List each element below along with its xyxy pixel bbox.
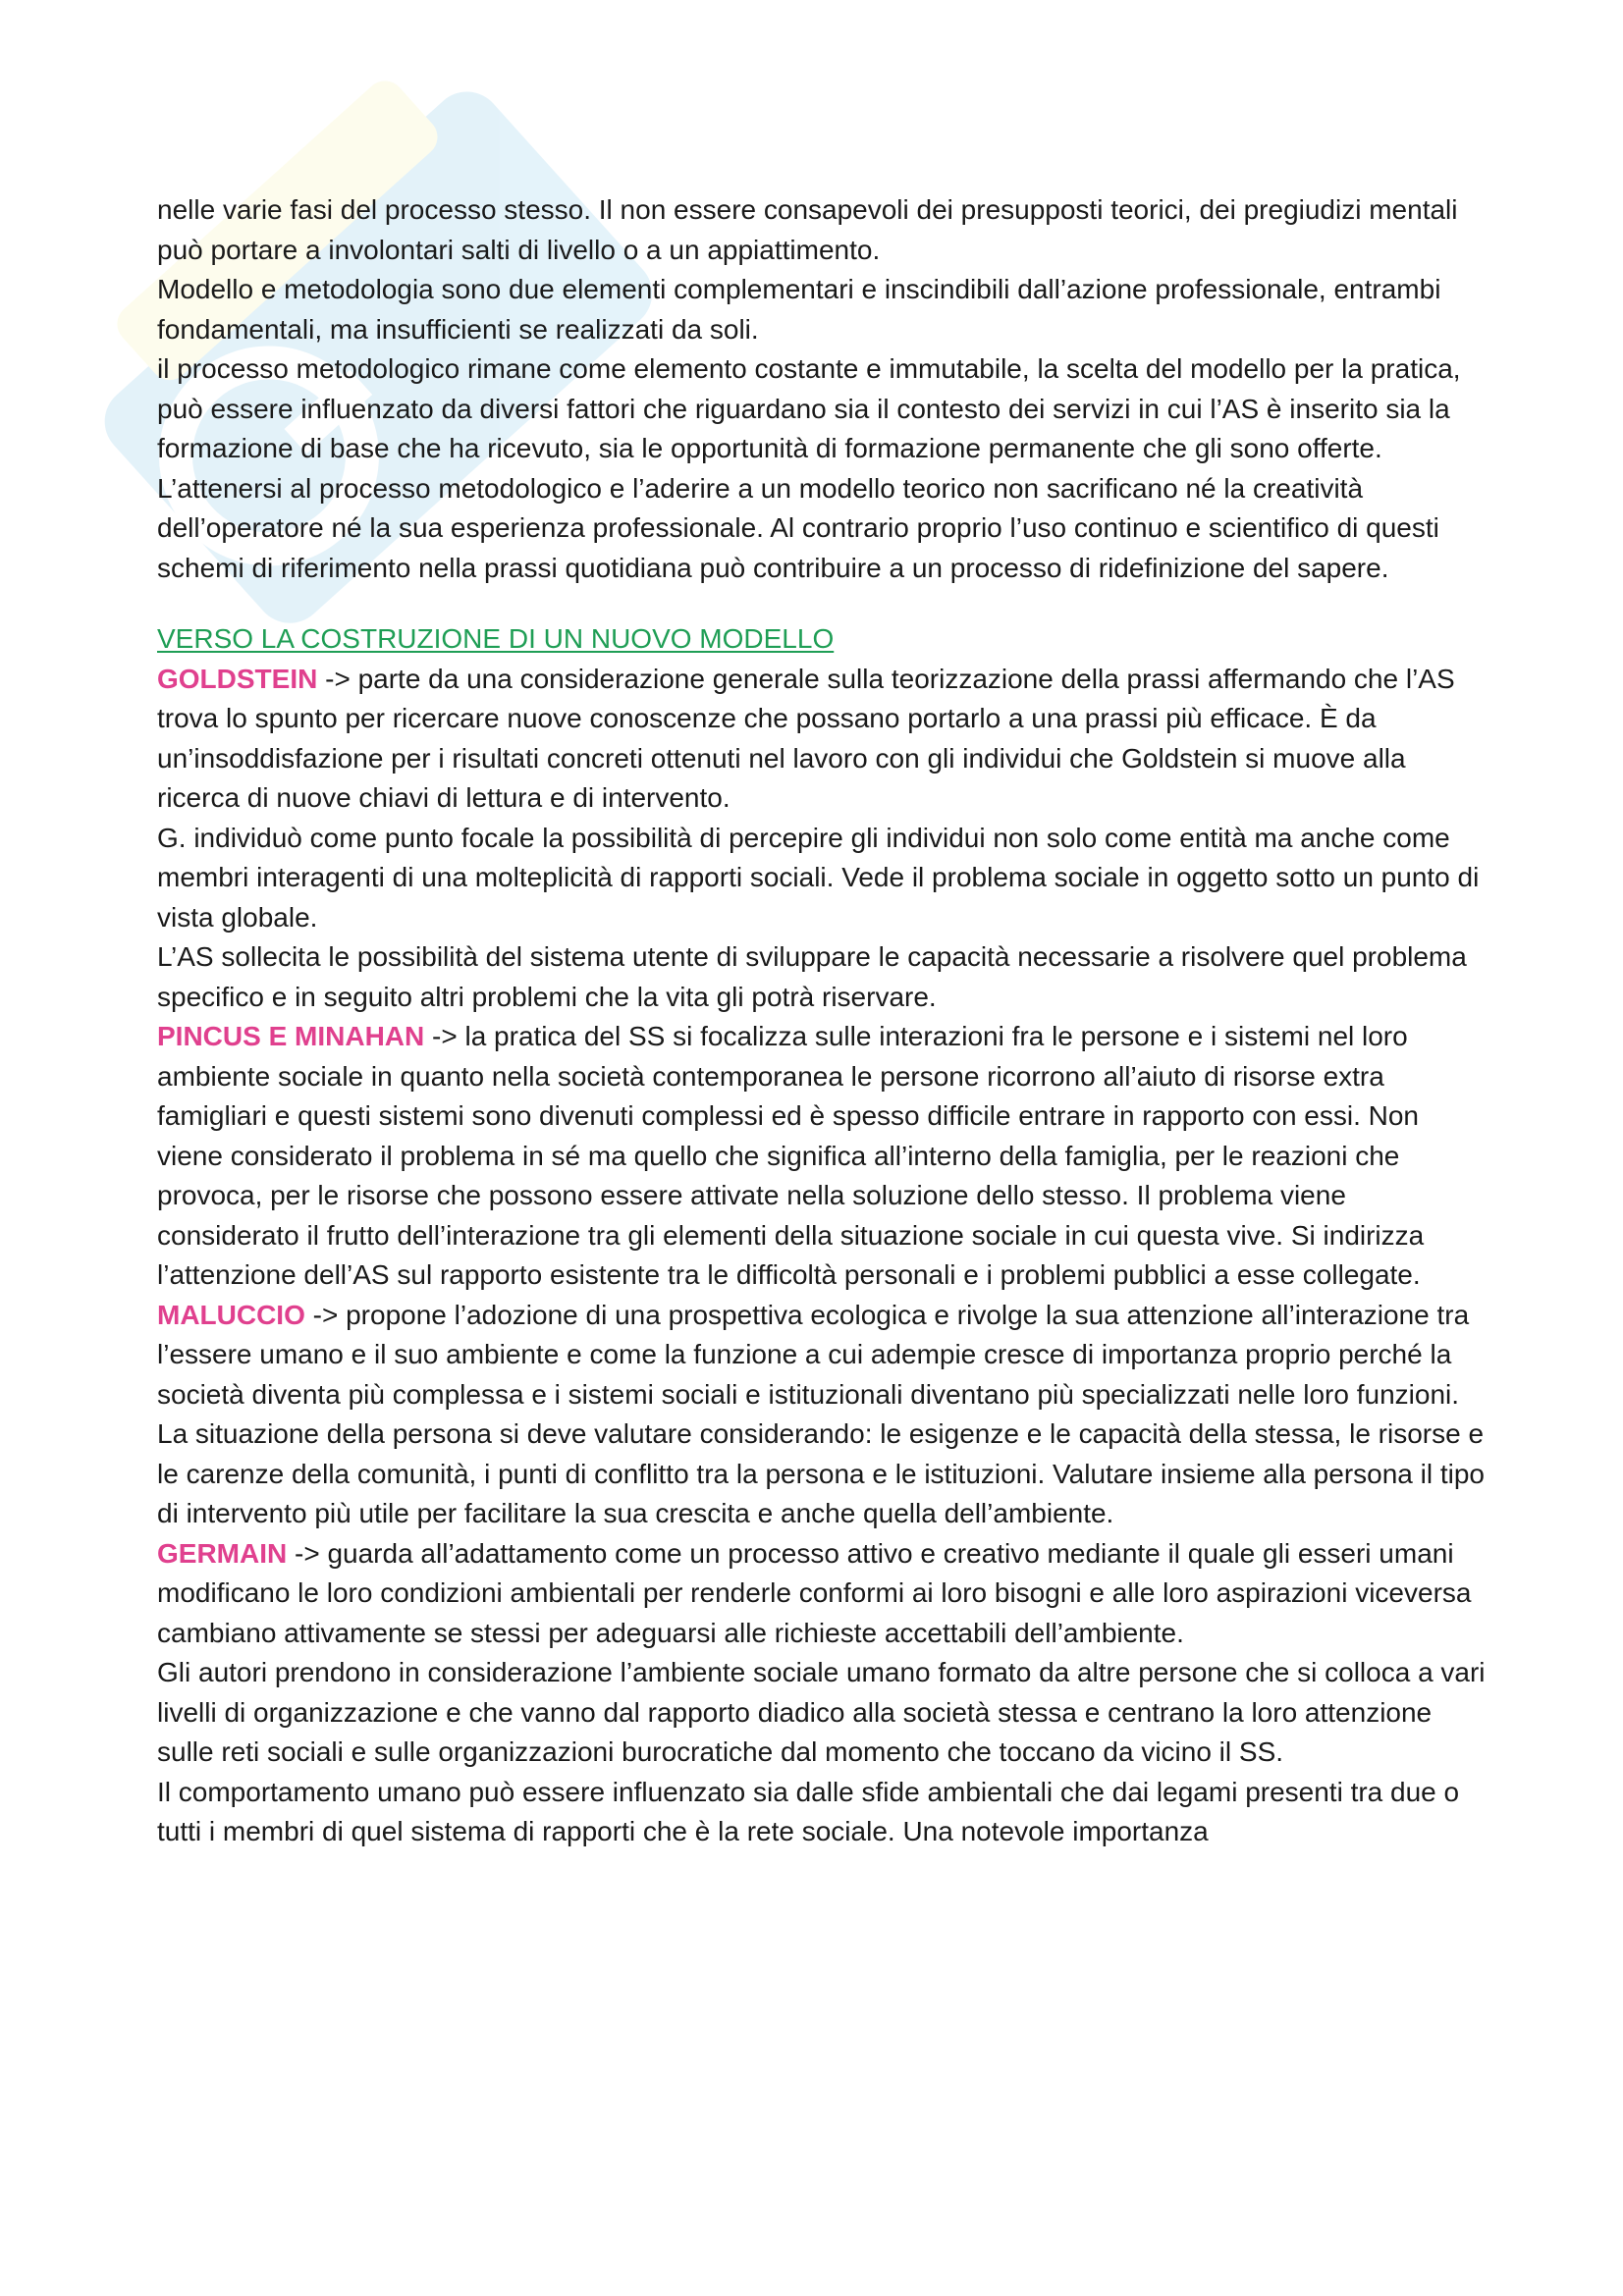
author-name: MALUCCIO: [157, 1299, 305, 1330]
paragraph: Modello e metodologia sono due elementi complementari e inscindibili dall’azione professionale, entrambi fondamentali, ma insufficienti se realizzati da soli.: [157, 274, 1441, 345]
maluccio-paragraph: [157, 1296, 1488, 1415]
author-name: GERMAIN: [157, 1537, 288, 1569]
author-text: -> guarda all’adattamento come un processo attivo e creativo mediante il quale gli esseri umani modificano le loro condizioni ambientali per renderle conformi ai loro bisogni e alle loro aspirazioni viceversa cambiano attivamente se stessi per adeguarsi alle richieste accettabili dell’ambiente.: [157, 1537, 1472, 1648]
paragraph: Gli autori prendono in considerazione l’ambiente sociale umano formato da altre persone che si colloca a vari livelli di organizzazione e che vanno dal rapporto diadico alla società stessa e centrano la loro attenzione sulle reti sociali e sulle organizzazioni burocratiche dal momento che toccano da vicino il SS.: [157, 1657, 1486, 1767]
author-name: PINCUS E MINAHAN: [157, 1021, 425, 1051]
paragraph: G. individuò come punto focale la possibilità di percepire gli individui non solo come entità ma anche come membri interagenti di una molteplicità di rapporti sociali. Vede il problema sociale in oggetto sotto un punto di vista globale.: [157, 822, 1480, 933]
document-page: [157, 190, 1488, 1852]
pincus-paragraph: [157, 1017, 1488, 1296]
author-name: GOLDSTEIN: [157, 663, 318, 694]
germain-paragraph: [157, 1534, 1488, 1654]
paragraph: L’AS sollecita le possibilità del sistema utente di sviluppare le capacità necessarie a risolvere quel problema specifico e in seguito altri problemi che la vita gli potrà riservare.: [157, 941, 1467, 1012]
author-text: -> propone l’adozione di una prospettiva ecologica e rivolge la sua attenzione all’interazione tra l’essere umano e il suo ambiente e come la funzione a cui adempie cresce di importanza proprio perché la società diventa più complessa e i sistemi sociali e istituzionali diventano più specializzati nelle loro funzioni.: [157, 1299, 1470, 1410]
paragraph: La situazione della persona si deve valutare considerando: le esigenze e le capacità della stessa, le risorse e le carenze della comunità, i punti di conflitto tra la persona e le istituzioni. Valutare insieme alla persona il tipo di intervento più utile per facilitare la sua crescita e anche quella dell’ambiente.: [157, 1418, 1485, 1528]
goldstein-paragraph: [157, 660, 1488, 819]
spacer: [157, 588, 1488, 619]
author-text: -> parte da una considerazione generale sulla teorizzazione della prassi affermando che l’AS trova lo spunto per ricercare nuove conoscenze che possano portarlo a una prassi più efficace. È da un’insoddisfazione per i risultati concreti ottenuti nel lavoro con gli individui che Goldstein si muove alla ricerca di nuove chiavi di lettura e di intervento.: [157, 663, 1455, 813]
section-title: VERSO LA COSTRUZIONE DI UN NUOVO MODELLO: [157, 623, 835, 654]
paragraph: il processo metodologico rimane come elemento costante e immutabile, la scelta del modello per la pratica, può essere influenzato da diversi fattori che riguardano sia il contesto dei servizi in cui l’AS è inserito sia la formazione di base che ha ricevuto, sia le opportunità di formazione permanente che gli sono offerte. L’attenersi al processo metodologico e l’aderire a un modello teorico non sacrificano né la creatività dell’operatore né la sua esperienza professionale. Al contrario proprio l’uso continuo e scientifico di questi schemi di riferimento nella prassi quotidiana può contribuire a un processo di ridefinizione del sapere.: [157, 353, 1461, 583]
author-text: -> la pratica del SS si focalizza sulle interazioni fra le persone e i sistemi nel loro ambiente sociale in quanto nella società contemporanea le persone ricorrono all’aiuto di risorse extra famigliari e questi sistemi sono divenuti complessi ed è spesso difficile entrare in rapporto con essi. Non viene considerato il problema in sé ma quello che significa all’interno della famiglia, per le reazioni che provoca, per le risorse che possono essere attivate nella soluzione dello stesso. Il problema viene considerato il frutto dell’interazione tra gli elementi della situazione sociale in cui questa vive. Si indirizza l’attenzione dell’AS sul rapporto esistente tra le difficoltà personali e i problemi pubblici a esse collegate.: [157, 1021, 1425, 1290]
paragraph: nelle varie fasi del processo stesso. Il non essere consapevoli dei presupposti teorici, dei pregiudizi mentali può portare a involontari salti di livello o a un appiattimento.: [157, 194, 1458, 265]
paragraph: Il comportamento umano può essere influenzato sia dalle sfide ambientali che dai legami presenti tra due o tutti i membri di quel sistema di rapporti che è la rete sociale. Una notevole importanza: [157, 1776, 1460, 1846]
